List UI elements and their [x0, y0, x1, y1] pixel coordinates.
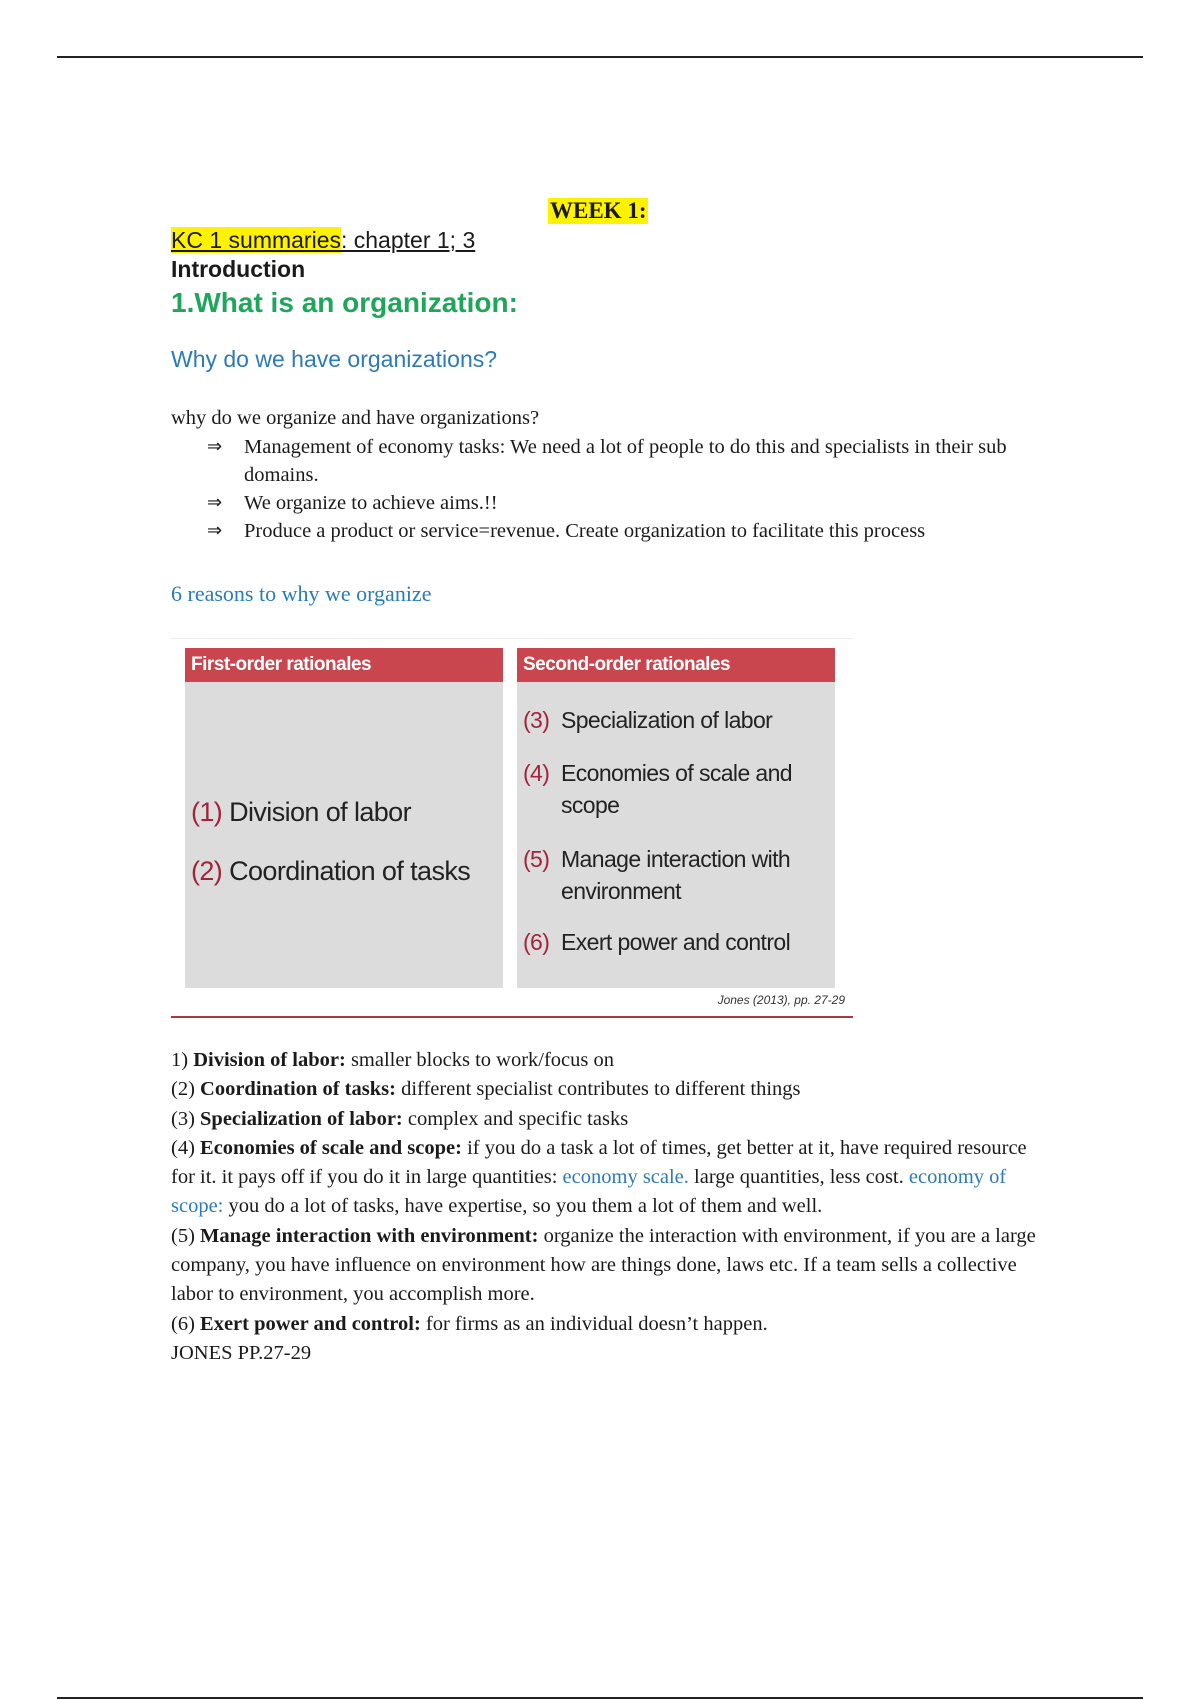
bullet-text: We organize to achieve aims.!! [244, 492, 498, 514]
bullet-text: Produce a product or service=revenue. Create organization to facilitate this process [244, 520, 926, 542]
rationale-text: Manage interaction with environment [561, 846, 791, 904]
rationale-number: (5) [523, 846, 550, 872]
description-item [171, 1222, 1051, 1310]
rationale-item [191, 855, 491, 887]
bullet-list [171, 433, 1051, 545]
second-order-panel [517, 648, 835, 988]
rationale-text: Coordination of tasks [229, 856, 471, 886]
figure-top-border [171, 638, 853, 639]
figure-bottom-border [171, 1016, 853, 1018]
rationale-number: (3) [523, 707, 550, 733]
description-term: Manage interaction with environment: [200, 1224, 539, 1247]
description-item [171, 1075, 1051, 1104]
description-item [171, 1134, 1051, 1222]
rationale-item [191, 796, 491, 828]
arrow-icon: ⇒ [207, 492, 223, 513]
rationale-text: Exert power and control [561, 929, 791, 955]
list-item [171, 433, 1051, 489]
description-item [171, 1046, 1051, 1075]
reference-line: JONES PP.27-29 [171, 1341, 312, 1364]
rationale-item [523, 757, 823, 821]
rationale-text: Division of labor [229, 797, 411, 827]
rationale-descriptions [171, 1046, 1051, 1368]
description-text: different specialist contributes to different things [395, 1078, 801, 1101]
rationale-text: Economies of scale and scope [561, 760, 792, 818]
rationale-item [523, 926, 823, 958]
list-item [171, 489, 1051, 517]
rationale-text: Specialization of labor [561, 707, 773, 733]
description-text: for firms as an individual doesn’t happen. [420, 1312, 768, 1335]
description-number: (4) [171, 1136, 201, 1159]
description-number: (3) [171, 1107, 201, 1130]
description-text: complex and specific tasks [402, 1107, 629, 1130]
description-text: you do a lot of tasks, have expertise, so you them a lot of them and well. [223, 1195, 823, 1218]
description-term: Exert power and control: [200, 1312, 421, 1335]
description-number: (6) [171, 1312, 201, 1335]
reasons-heading: 6 reasons to why we organize [171, 581, 432, 606]
kc-chapters: : chapter 1; 3 [340, 227, 476, 253]
description-item [171, 1310, 1051, 1339]
rationale-number: (2) [191, 856, 223, 886]
first-order-header: First-order rationales [185, 648, 503, 682]
description-text: if you do a task a lot of times, get better at it, have required resource for it. it pays off if you do it in large quantities: [171, 1136, 1027, 1189]
description-text: large quantities, less cost. [688, 1166, 909, 1189]
rationales-figure [171, 638, 853, 1018]
arrow-icon: ⇒ [207, 520, 223, 541]
bullet-text: Management of economy tasks: We need a lot of people to do this and specialists in their sub domains. [244, 436, 1007, 486]
top-rule [57, 56, 1143, 58]
question-text: why do we organize and have organizations? [171, 407, 540, 429]
figure-source: Jones (2013), pp. 27-29 [717, 993, 845, 1007]
description-text: smaller blocks to work/focus on [345, 1049, 614, 1071]
description-number: 1) [171, 1049, 194, 1071]
description-number: (2) [171, 1078, 201, 1101]
description-term: Economies of scale and scope: [200, 1136, 462, 1159]
economy-scale-term: economy scale. [562, 1166, 689, 1189]
description-term: Coordination of tasks: [200, 1078, 396, 1101]
kc-highlight: KC 1 summaries [171, 227, 341, 253]
introduction-heading: Introduction [171, 256, 306, 282]
arrow-icon: ⇒ [207, 436, 223, 457]
rationale-number: (1) [191, 797, 223, 827]
section-title: 1.What is an organization: [171, 287, 518, 318]
list-item [171, 517, 1051, 545]
rationale-number: (6) [523, 929, 550, 955]
description-term: Division of labor: [193, 1049, 346, 1071]
description-term: Specialization of labor: [200, 1107, 403, 1130]
section-subtitle: Why do we have organizations? [171, 346, 498, 372]
rationale-item [523, 704, 823, 736]
week-heading: WEEK 1: [550, 198, 647, 223]
bottom-rule [57, 1697, 1143, 1699]
rationale-item [523, 843, 823, 907]
rationale-number: (4) [523, 760, 550, 786]
economy-scope-term: economy of scope: [171, 1166, 1007, 1218]
kc-summary-line [171, 226, 475, 254]
description-text: organize the interaction with environment, if you are a large company, you have influence on environment how are things done, laws etc. If a team sells a collective labor to environment, you accomplish more. [171, 1224, 1036, 1306]
description-item [171, 1105, 1051, 1134]
description-number: (5) [171, 1224, 201, 1247]
first-order-panel [185, 648, 503, 988]
second-order-header: Second-order rationales [517, 648, 835, 682]
